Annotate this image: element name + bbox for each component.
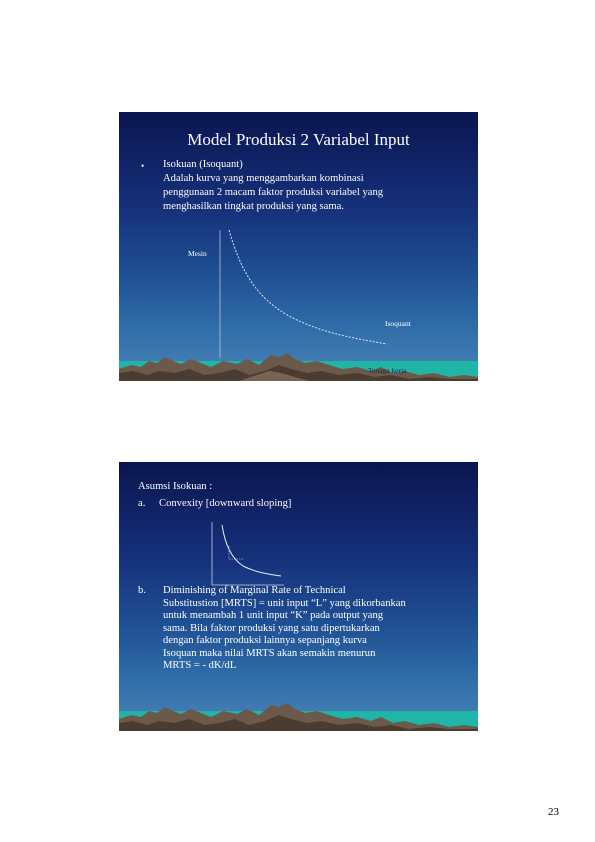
isoquant-curve bbox=[229, 230, 387, 344]
assumption-mrts bbox=[163, 585, 406, 673]
mrts-line: Substitustion [MRTS] = unit input “L” yang dikorbankan bbox=[163, 597, 406, 609]
definition-line: penggunaan 2 macam faktor produksi variabel yang bbox=[163, 187, 384, 198]
mrts-line: dengan faktor produksi lainnya sepanjang kurva bbox=[163, 635, 367, 646]
definition-line: Adalah kurva yang menggambarkan kombinasi bbox=[163, 173, 364, 184]
mrts-line: Isoquan maka nilai MRTS akan semakin menurun bbox=[163, 647, 376, 659]
mrts-line: Diminishing of Marginal Rate of Technical bbox=[163, 585, 346, 596]
isoquant-diagram bbox=[119, 112, 478, 381]
assumption-convexity: Convexity [downward sloping] bbox=[159, 498, 292, 509]
mrts-line: untuk menambah 1 unit input “K” pada output yang bbox=[163, 610, 384, 621]
slide-isoquant-definition bbox=[119, 112, 478, 381]
assumptions-heading: Asumsi Isokuan : bbox=[138, 481, 213, 492]
list-marker-a: a. bbox=[138, 498, 146, 509]
mrts-line: sama. Bila faktor produksi yang satu dipertukarkan bbox=[163, 622, 380, 634]
y-axis-label: Mesin bbox=[188, 249, 207, 258]
mrts-formula: MRTS = - dK/dL bbox=[163, 660, 237, 671]
page-number: 23 bbox=[548, 806, 559, 818]
definition-heading: Isokuan (Isoquant) bbox=[163, 159, 243, 170]
curve-label: Isoquant bbox=[385, 319, 411, 328]
bullet-marker: • bbox=[141, 161, 145, 171]
x-axis-label: Tenaga kerja bbox=[368, 366, 407, 375]
list-marker-b: b. bbox=[138, 585, 146, 596]
slide-isoquant-assumptions bbox=[119, 462, 478, 731]
isoquant-curve bbox=[222, 525, 281, 576]
definition-line: menghasilkan tingkat produksi yang sama. bbox=[163, 201, 344, 212]
slide-title: Model Produksi 2 Variabel Input bbox=[187, 130, 410, 149]
